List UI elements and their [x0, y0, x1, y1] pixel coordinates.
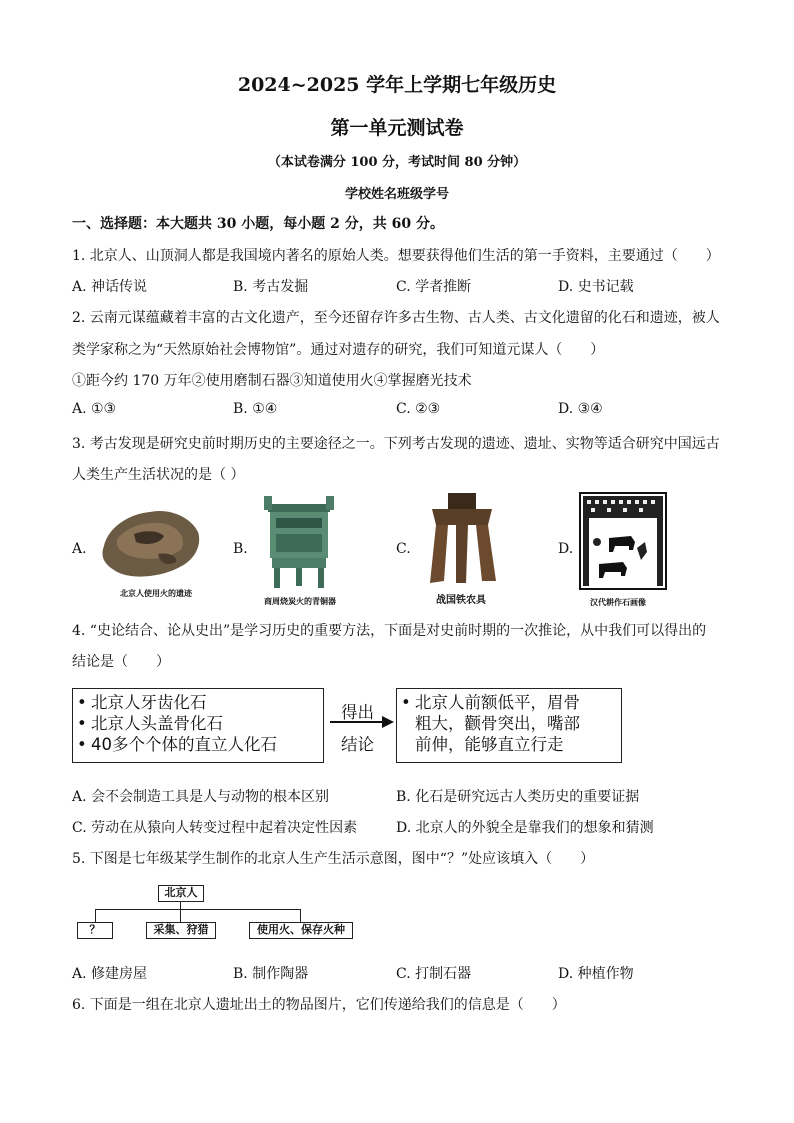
- q4-option-b[interactable]: B. 化石是研究远古人类历史的重要证据: [396, 789, 640, 805]
- evidence-item: • 40多个个体的直立人化石: [73, 734, 323, 755]
- bronze-vessel-image: [258, 492, 340, 592]
- chart-connector: [300, 909, 301, 923]
- stone-relief-image: [579, 492, 667, 590]
- question-6-stem: 6. 下面是一组在北京人遗址出土的物品图片，它们传递给我们的信息是（ ）: [72, 997, 566, 1013]
- q3-option-a-letter[interactable]: A.: [72, 541, 87, 557]
- chart-connector: [180, 901, 181, 909]
- q4-option-a[interactable]: A. 会不会制造工具是人与动物的根本区别: [72, 789, 330, 805]
- chart-root-node: 北京人: [158, 885, 204, 902]
- chart-connector: [95, 909, 301, 910]
- question-4-stem-line2: 结论是（ ）: [72, 654, 170, 670]
- q3-option-b-letter[interactable]: B.: [233, 541, 248, 557]
- q3-caption-c: 战国铁农具: [436, 595, 486, 606]
- q3-caption-a: 北京人使用火的遗迹: [120, 588, 192, 598]
- question-2-stem-line2: 类学家称之为“天然原始社会博物馆”。通过对遗存的研究，我们可知道元谋人（ ）: [72, 342, 605, 358]
- chart-child-node-gathering: 采集、狩猎: [146, 922, 216, 939]
- question-2-stem-line1: 2. 云南元谋蕴藏着丰富的古文化遗产，至今还留存许多古生物、古人类、古文化遗留的化石和遗迹，被人: [72, 310, 720, 326]
- q5-option-c[interactable]: C. 打制石器: [396, 966, 472, 982]
- q4-option-c[interactable]: C. 劳动在从猿向人转变过程中起着决定性因素: [72, 820, 358, 836]
- section-heading: 一、选择题：本大题共 30 小题，每小题 2 分，共 60 分。: [72, 216, 444, 232]
- evidence-item: • 北京人头盖骨化石: [73, 713, 323, 734]
- question-5-stem: 5. 下图是七年级某学生制作的北京人生产生活示意图，图中“？”处应该填入（ ）: [72, 851, 595, 867]
- q3-option-c-letter[interactable]: C.: [396, 541, 411, 557]
- iron-tool-image: [424, 491, 500, 587]
- evidence-item: • 北京人牙齿化石: [73, 692, 323, 713]
- conclusion-line: • 北京人前额低平，眉骨: [397, 692, 621, 713]
- arrow-label-bottom: 结论: [341, 735, 374, 754]
- q1-option-d[interactable]: D. 史书记载: [558, 279, 634, 295]
- chart-child-node-fire: 使用火、保存火种: [249, 922, 353, 939]
- q5-option-b[interactable]: B. 制作陶器: [233, 966, 309, 982]
- q1-option-a[interactable]: A. 神话传说: [72, 279, 148, 295]
- q3-option-a-image[interactable]: [98, 498, 202, 586]
- exam-subtitle: 第一单元测试卷: [330, 117, 464, 139]
- q5-option-d[interactable]: D. 种植作物: [558, 966, 634, 982]
- chart-connector: [95, 909, 96, 923]
- q1-option-c[interactable]: C. 学者推断: [396, 279, 472, 295]
- question-2-statements: ①距今约 170 万年②使用磨制石器③知道使用火④掌握磨光技术: [72, 373, 472, 389]
- chart-child-node-unknown: ？: [77, 922, 113, 939]
- evidence-box: [72, 688, 324, 763]
- q3-caption-d: 汉代耕作石画像: [590, 597, 646, 607]
- q2-option-c[interactable]: C. ②③: [396, 401, 441, 417]
- question-4-stem-line1: 4. “史论结合、论从史出”是学习历史的重要方法，下面是对史前时期的一次推论，从中我们可以得出的: [72, 623, 707, 639]
- q1-option-b[interactable]: B. 考古发掘: [233, 279, 309, 295]
- conclusion-line: 前伸，能够直立行走: [415, 735, 564, 754]
- fire-remains-image: [98, 498, 202, 582]
- question-1-stem: 1. 北京人、山顶洞人都是我国境内著名的原始人类。想要获得他们生活的第一手资料，主要通过（ ）: [72, 248, 720, 264]
- q2-option-b[interactable]: B. ①④: [233, 401, 278, 417]
- q4-option-d[interactable]: D. 北京人的外貌全是靠我们的想象和猜测: [396, 820, 654, 836]
- q3-option-b-image[interactable]: [258, 492, 340, 596]
- chart-connector: [180, 909, 181, 923]
- conclusion-box: [396, 688, 622, 763]
- q2-option-d[interactable]: D. ③④: [558, 401, 603, 417]
- q3-option-d-letter[interactable]: D.: [558, 541, 574, 557]
- question-3-stem-line2: 人类生产生活状况的是（ ）: [72, 467, 245, 483]
- q3-option-d-image[interactable]: [579, 492, 667, 594]
- school-info-line: 学校姓名班级学号: [344, 187, 449, 202]
- arrow-label-top: 得出: [341, 703, 374, 722]
- exam-title: 2024~2025 学年上学期七年级历史: [237, 74, 557, 96]
- q3-caption-b: 商周烧炭火的青铜器: [264, 596, 336, 606]
- exam-note: （本试卷满分 100 分，考试时间 80 分钟）: [267, 155, 527, 170]
- q3-option-c-image[interactable]: [424, 491, 500, 591]
- q2-option-a[interactable]: A. ①③: [72, 401, 117, 417]
- conclusion-line: 粗大，颧骨突出，嘴部: [415, 714, 580, 733]
- question-3-stem-line1: 3. 考古发现是研究史前时期历史的主要途径之一。下列考古发现的遗迹、遗址、实物等适合研究中国远古: [72, 436, 720, 452]
- q5-option-a[interactable]: A. 修建房屋: [72, 966, 148, 982]
